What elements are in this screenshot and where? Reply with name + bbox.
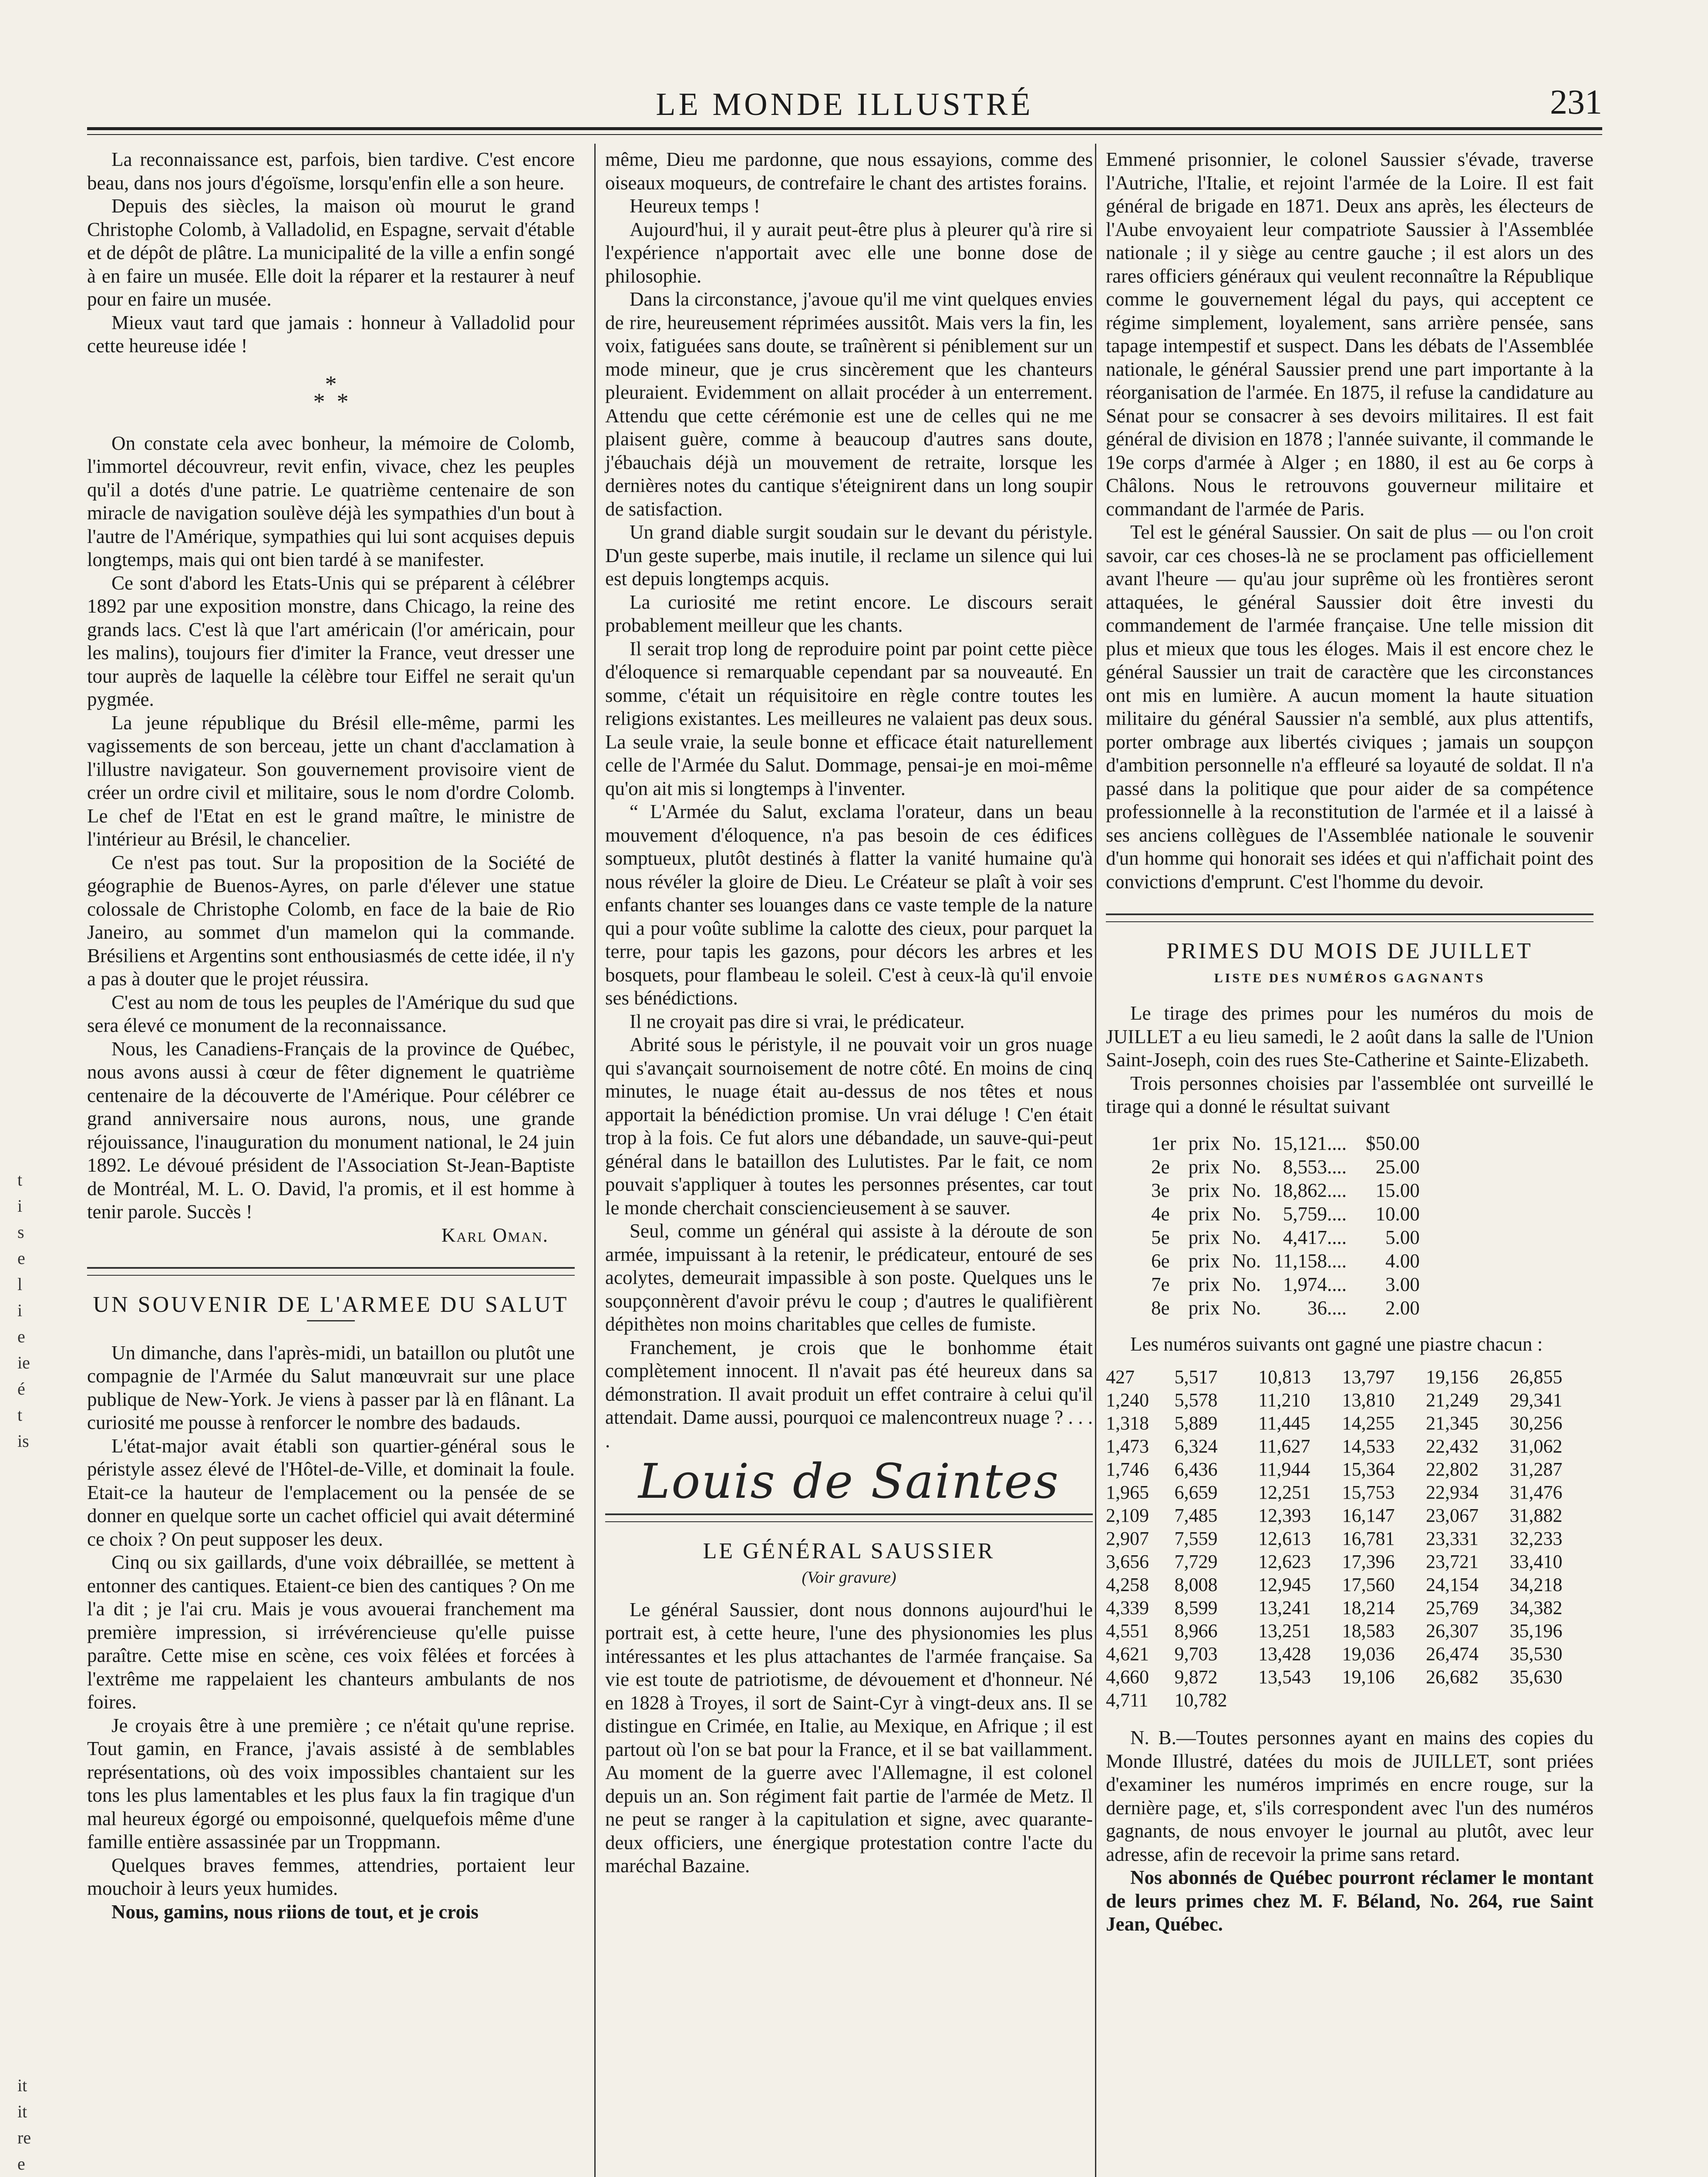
prize-cell: 10.00 [1375,1203,1420,1225]
prize-row [1145,1179,1426,1202]
margin-fragment: it [17,2076,27,2095]
winning-number: 5,517 [1174,1366,1218,1388]
paragraph: Il ne croyait pas dire si vrai, le prédicateur. [630,1010,965,1032]
prize-cell: 4.00 [1385,1250,1420,1272]
winning-number: 5,889 [1174,1412,1218,1434]
prize-cell: $50.00 [1365,1132,1420,1154]
winning-number: 12,613 [1258,1528,1311,1549]
section-title: LE GÉNÉRAL SAUSSIER [703,1538,995,1564]
prize-cell: No. [1232,1250,1261,1272]
winning-number: 1,473 [1106,1436,1149,1457]
winning-number: 26,474 [1426,1643,1479,1665]
winning-number: 14,533 [1342,1436,1395,1457]
winning-number: 21,249 [1426,1389,1479,1411]
paragraph: Seul, comme un général qui assiste à la déroute de son armée, impuissant à la retenir, le prédicateur, entouré de ses acolytes, demeurait impassible à son poste. Quelques uns le soupçonnèrent d'avoir prévu le coup ; d'autres le qualifièrent dépithètes non moins charitables que celles de fumiste. [605,1220,1093,1335]
winning-number [1510,1688,1594,1712]
prize-cell: 8,553.... [1283,1156,1347,1178]
winning-number: 4,258 [1106,1574,1149,1595]
paragraph: Nos abonnés de Québec pourront réclamer le montant de leurs primes chez M. F. Béland, No. 264, rue Saint Jean, Québec. [1106,1867,1593,1935]
paragraph: Emmené prisonnier, le colonel Saussier s'évade, traverse l'Autriche, l'Italie, et rejoint l'armée de la Loire. Il est fait général de brigade en 1871. Deux ans après, les électeurs de l'Aube envoyaient leur compatriote Saussier à l'Assemblée nationale ; il y siège au centre gauche ; il est alors un des rares officiers généraux qui veulent reconnaître la République comme le gouvernement légal du pays, qui acceptent ce régime simplement, loyalement, sans arrière pensée, sans tapage intempestif et suspect. Dans les débats de l'Assemblée nationale, le général Saussier prend une part importante à la réorganisation de l'armée. En 1875, il refuse la candidature au Sénat pour se consacrer à ses devoirs militaires. Il est fait général de division en 1878 ; l'année suivante, il commande le 19e corps d'armée à Alger ; en 1880, il est au 6e corps à Châlons. Nous le retrouvons gouverneur militaire et commandant de l'armée de Paris. [1106,148,1593,520]
section-rule [87,1267,575,1269]
paragraph: N. B.—Toutes personnes ayant en mains des copies du Monde Illustré, datées du mois de JUILLET, sont priées d'examiner les numéros imprimés en encre rouge, sur la dernière page, et, s'ils correspondent avec l'un des numéros gagnants, de nous envoyer le journal au plutôt, avec leur adresse, afin de recevoir la prime sans retard. [1106,1727,1593,1865]
winning-number: 4,660 [1106,1666,1149,1688]
winning-number: 16,781 [1342,1528,1395,1549]
paragraph: Un grand diable surgit soudain sur le devant du péristyle. D'un geste superbe, mais inutile, il reclame un silence qui lui est depuis longtemps acquis. [605,521,1093,590]
column-separator-2 [1095,144,1096,2177]
prize-row [1145,1226,1426,1249]
winners-row [1106,1527,1593,1550]
winning-number: 2,109 [1106,1505,1149,1526]
winners-row [1106,1458,1593,1481]
margin-fragment: re [17,2128,31,2147]
winning-number: 4,551 [1106,1620,1149,1641]
paragraph: Ce n'est pas tout. Sur la proposition de la Société de géographie de Buenos-Ayres, on parle d'élever une statue colossale de Christophe Colomb, en face de la baie de Rio Janeiro, au sommet d'un mamelon qui la commande. Brésiliens et Argentins sont enthousiasmés de cette idée, il n'y a pas à douter que le projet réussira. [87,851,575,990]
paragraph: Nous, gamins, nous riions de tout, et je crois [111,1901,478,1923]
column-2 [605,148,1093,1878]
winning-number [1342,1688,1426,1712]
paragraph: La jeune république du Brésil elle-même, parmi les vagissements de son berceau, jette un chant d'acclamation à l'illustre navigateur. Son gouvernement provisoire vient de créer un ordre civil et militaire, sous le nom d'ordre Colomb. Le chef de l'Etat en est le grand maître, le ministre de l'intérieur au Brésil, le chancelier. [87,711,575,850]
prize-row [1145,1202,1426,1226]
winning-numbers-table [1106,1365,1593,1712]
winning-number: 2,907 [1106,1528,1149,1549]
paragraph: Je croyais être à une première ; ce n'était qu'une reprise. Tout gamin, en France, j'avais assisté à de semblables représentations, où des voix impossibles chantaient sur les tons les plus lamentables et les plus faux la fin tragique d'un mal heureux égorgé ou empoisonné, quelquefois même d'une famille entière assassinée par un Troppmann. [87,1714,575,1853]
winning-number: 1,240 [1106,1389,1149,1411]
winning-number: 6,659 [1174,1482,1218,1503]
prize-cell: 6e [1151,1250,1170,1272]
prize-cell: 5e [1151,1226,1170,1248]
winners-row [1106,1619,1593,1642]
prize-cell: 1er [1151,1132,1176,1154]
winners-row [1106,1412,1593,1435]
winning-number: 22,432 [1426,1436,1479,1457]
winning-number [1258,1688,1342,1712]
winners-row [1106,1596,1593,1619]
paragraph: Nous, les Canadiens-Français de la province de Québec, nous avons aussi à cœur de fêter dignement le quatrième centenaire de la découverte de l'Amérique. Pour célébrer ce grand anniversaire nous aurons, nous, une grande réjouissance, l'inauguration du monument national, le 24 juin 1892. Le dévoué président de l'Association St-Jean-Baptiste de Montréal, M. L. O. David, l'a promis, et il est homme à tenir parole. Succès ! [87,1038,575,1223]
winning-number: 11,210 [1258,1389,1310,1411]
winning-number: 9,703 [1174,1643,1218,1665]
prize-cell: 3e [1151,1179,1170,1201]
paragraph: La curiosité me retint encore. Le discours serait probablement meilleur que les chants. [605,591,1093,636]
header-rule-thin [87,134,1602,135]
prize-cell: 25.00 [1375,1156,1420,1178]
prize-cell: No. [1232,1273,1261,1295]
paragraph: Les numéros suivants ont gagné une piastre chacun : [1130,1333,1543,1355]
winning-number: 8,008 [1174,1574,1218,1595]
prize-cell: 5,759.... [1283,1203,1347,1225]
paragraph: Mieux vaut tard que jamais : honneur à Valladolid pour cette heureuse idée ! [87,311,575,357]
section-subtitle: (Voir gravure) [802,1568,896,1587]
winning-number: 15,753 [1342,1482,1395,1503]
margin-fragment: e [17,1327,25,1346]
paragraph: même, Dieu me pardonne, que nous essayions, comme des oiseaux moqueurs, de contrefaire le chant des artistes forains. [605,148,1093,194]
winning-number: 6,436 [1174,1459,1218,1480]
winning-number: 1,746 [1106,1459,1149,1480]
author-signature: Karl Oman. [441,1224,549,1246]
margin-fragment: i [17,1301,23,1320]
winning-number: 26,855 [1509,1366,1563,1388]
prize-cell: No. [1232,1297,1261,1319]
winners-row [1106,1550,1593,1573]
column-3 [1106,148,1593,1936]
winning-number: 10,813 [1258,1366,1311,1388]
winners-row [1106,1642,1593,1665]
prize-cell: No. [1232,1203,1261,1225]
section-rule-thin [605,1521,1093,1522]
margin-fragment: t [17,1405,23,1425]
section-rule [605,1513,1093,1515]
winning-number: 427 [1106,1366,1135,1388]
winning-number: 25,769 [1426,1597,1479,1618]
winning-number: 31,476 [1509,1482,1563,1503]
prize-cell: 2.00 [1385,1297,1420,1319]
prize-cell: 36.... [1307,1297,1347,1319]
margin-fragment: s [17,1222,24,1242]
margin-fragment: i [17,1196,23,1216]
winning-number: 19,036 [1342,1643,1395,1665]
prize-cell: prix [1188,1297,1220,1319]
prize-row [1145,1249,1426,1273]
winning-number: 12,251 [1258,1482,1311,1503]
paragraph: Le général Saussier, dont nous donnons aujourd'hui le portrait est, à cette heure, l'une des physionomies les plus intéressantes et les plus attachantes de l'armée française. Sa vie est toute de patriotisme, de dévouement et d'honneur. Né en 1828 à Troyes, il sort de Saint-Cyr à vingt-deux ans. Il se distingue en Crimée, en Italie, au Mexique, en Afrique ; il est partout où l'on se bat pour la France, et il se bat vaillamment. Au moment de la guerre avec l'Allemagne, il est colonel depuis un an. Son régiment fait partie de l'armée de Metz. Il ne peut se ranger à la capitulation et signe, avec quarante-deux officiers, une énergique protestation contre l'acte du maréchal Bazaine. [605,1598,1093,1877]
winning-number: 13,797 [1342,1366,1395,1388]
winning-number: 3,656 [1106,1551,1149,1572]
winning-number: 1,318 [1106,1412,1149,1434]
winners-row [1106,1504,1593,1527]
winning-number: 7,729 [1174,1551,1218,1572]
winning-number: 7,559 [1174,1528,1218,1549]
winning-number: 21,345 [1426,1412,1479,1434]
section-title: UN SOUVENIR DE L'ARMEE DU SALUT [93,1292,569,1317]
prize-cell: No. [1232,1179,1261,1201]
prize-cell: No. [1232,1156,1261,1178]
winning-number: 31,882 [1509,1505,1563,1526]
winning-number: 29,341 [1509,1389,1563,1411]
winning-number: 11,627 [1258,1436,1310,1457]
winning-number: 6,324 [1174,1436,1218,1457]
prize-cell: 18,862.... [1273,1179,1347,1201]
winning-number: 24,154 [1426,1574,1479,1595]
winners-row [1106,1665,1593,1688]
margin-fragments [17,1167,44,1454]
winning-number: 11,445 [1258,1412,1310,1434]
winning-number: 14,255 [1342,1412,1395,1434]
winning-number: 4,621 [1106,1643,1149,1665]
winning-number: 13,251 [1258,1620,1311,1641]
winning-number: 10,782 [1174,1689,1227,1711]
winning-number: 13,810 [1342,1389,1395,1411]
paragraph: Quelques braves femmes, attendries, portaient leur mouchoir à leurs yeux humides. [87,1854,575,1899]
winning-number: 22,934 [1426,1482,1479,1503]
paragraph: Cinq ou six gaillards, d'une voix débraillée, se mettent à entonner des cantiques. Etaient-ce bien des cantiques ? On me l'a dit ; je l'ai cru. Mais je vous avouerai franchement ma première impression, si irrévérencieuse qu'elle puisse paraître. Cette mise en scène, ces voix fêlées et forcées à l'extrême me rappelaient les chanteurs ambulants de nos foires. [87,1551,575,1713]
winning-number: 19,106 [1342,1666,1395,1688]
winning-number: 1,965 [1106,1482,1149,1503]
winning-number: 8,966 [1174,1620,1218,1641]
prize-cell: prix [1188,1226,1220,1248]
winning-number: 7,485 [1174,1505,1218,1526]
winning-number: 35,530 [1509,1643,1563,1665]
winning-number: 19,156 [1426,1366,1479,1388]
prize-cell: 5.00 [1385,1226,1420,1248]
publication-title: LE MONDE ILLUSTRÉ [656,87,1034,122]
section-rule [1106,913,1593,915]
prize-cell: prix [1188,1179,1220,1201]
winning-number: 18,214 [1342,1597,1395,1618]
winning-number: 31,287 [1509,1459,1563,1480]
prize-cell: 2e [1151,1156,1170,1178]
prize-cell: 1,974.... [1283,1273,1347,1295]
winning-number: 12,393 [1258,1505,1311,1526]
paragraph: Un dimanche, dans l'après-midi, un bataillon ou plutôt une compagnie de l'Armée du Salut manœuvrait sur une place publique de New-York. Je viens à passer par là en flânant. La curiosité me pousse à renforcer le nombre des badauds. [87,1341,575,1433]
winning-number: 12,623 [1258,1551,1311,1572]
page-number: 231 [1550,83,1602,121]
section-title: PRIMES DU MOIS DE JUILLET [1166,939,1533,964]
winning-number: 16,147 [1342,1505,1395,1526]
winners-row [1106,1573,1593,1596]
header-rule-thick [87,127,1602,130]
margin-fragment: l [17,1274,23,1294]
prize-cell: No. [1232,1226,1261,1248]
paragraph: “ L'Armée du Salut, exclama l'orateur, dans un beau mouvement d'éloquence, n'a pas besoin de ces édifices somptueux, plutôt destinés à flatter la vanité humaine qu'à nous révéler la gloire de Dieu. Le Créateur se plaît à voir ses enfants chanter ses louanges dans ce vaste temple de la nature qui a pour voûte sublime la calotte des cieux, pour parquet la terre, pour tapis les gazons, pour décors les arbres et les bosquets, pour flambeau le soleil. C'est à ceux-là qu'il envoie ses bénédictions. [605,801,1093,1009]
margin-fragment: t [17,1170,23,1190]
winning-number: 11,944 [1258,1459,1310,1480]
paragraph: Abrité sous le péristyle, il ne pouvait voir un gros nuage qui s'avançait sournoisement de notre côté. En moins de cinq minutes, le nuage était au-dessus de nos têtes et nous apportait la bénédiction promise. Un vrai déluge ! C'en était trop à la fois. Ce fut alors une débandade, un sauve-qui-peut général dans le bataillon des Lulutistes. Par le fait, ce nom pouvait s'appliquer à toutes les personnes présentes, car tout le monde cherchait consciencieusement à se sauver. [605,1034,1093,1219]
prize-cell: prix [1188,1273,1220,1295]
winners-row [1106,1388,1593,1412]
paragraph: Trois personnes choisies par l'assemblée ont surveillé le tirage qui a donné le résultat suivant [1106,1072,1593,1117]
handwritten-signature: Louis de Saintes [638,1453,1060,1509]
prize-cell: prix [1188,1250,1220,1272]
winning-number: 23,331 [1426,1528,1479,1549]
section-rule-thin [87,1275,575,1276]
paragraph: Aujourd'hui, il y aurait peut-être plus à pleurer qu'à rire si l'expérience n'apportait avec elle une bonne dose de philosophie. [605,218,1093,287]
prize-cell: 4e [1151,1203,1170,1225]
winning-number: 26,307 [1426,1620,1479,1641]
paragraph: Il serait trop long de reproduire point par point cette pièce d'éloquence si remarquable cependant par sa nouveauté. En somme, c'était un réquisitoire en règle contre toutes les religions existantes. Les meilleures ne valaient pas deux sous. La seule vraie, la seule bonne et efficace était naturellement celle de l'Armée du Salut. Dommage, pensai-je en moi-même qu'on ait mis si longtemps à l'inventer. [605,637,1093,799]
winning-number: 33,410 [1509,1551,1563,1572]
prize-cell: No. [1232,1132,1261,1154]
winning-number: 18,583 [1342,1620,1395,1641]
winning-number: 17,560 [1342,1574,1395,1595]
winning-number: 34,218 [1509,1574,1563,1595]
winning-number: 12,945 [1258,1574,1311,1595]
section-rule-thin [1106,921,1593,922]
section-subtitle: LISTE DES NUMÉROS GAGNANTS [1214,971,1486,985]
prize-row [1145,1273,1426,1296]
winning-number: 35,630 [1509,1666,1563,1688]
margin-fragments-lower [17,2073,44,2177]
page-header [87,78,1602,126]
prize-row [1145,1155,1426,1179]
margin-fragment: e [17,1248,25,1268]
margin-fragment: ie [17,1353,30,1372]
winning-number: 15,364 [1342,1459,1395,1480]
paragraph: Dans la circonstance, j'avoue qu'il me vint quelques envies de rire, heureusement réprimées aussitôt. Mais vers la fin, les voix, fatiguées sans doute, se traînèrent si péniblement sur un mode mineur, que je crus sincèrement que les chanteurs pleuraient. Evidemment on allait procéder à un enterrement. Attendu que cette cérémonie est une de celles qui ne me plaisent guère, comme à beaucoup d'autres sans doute, j'ébauchais déjà un mouvement de retraite, lorsque les dernières notes du cantique s'éteignirent dans un long soupir de satisfaction. [605,288,1093,520]
paragraph: Ce sont d'abord les Etats-Unis qui se préparent à célébrer 1892 par une exposition monstre, dans Chicago, la reine des grands lacs. C'est là que l'art américain (l'or américain, pour les malins), toujours fier d'imiter la France, veut dresser une tour auprès de laquelle la célèbre tour Eiffel ne serait qu'un pygmée. [87,572,575,710]
winning-number: 13,543 [1258,1666,1311,1688]
paragraph: Franchement, je crois que le bonhomme était complètement innocent. Il n'avait pas été heureux dans sa démonstration. Il avait produit un effet contraire à celui qu'il attendait. Dame aussi, pourquoi ce malencontreux nuage ? . . . . [605,1336,1093,1452]
paragraph: C'est au nom de tous les peuples de l'Amérique du sud que sera élevé ce monument de la reconnaissance. [87,991,575,1036]
margin-fragment: é [17,1379,25,1399]
paragraph: L'état-major avait établi son quartier-général sous le péristyle assez élevé de l'Hôtel-de-Ville, et dominait la foule. Etait-ce la hauteur de l'emplacement ou la pensée de se donner en quelque sorte un cachet officiel qui avait déterminé ce choix ? On peut supposer les deux. [87,1435,575,1550]
winners-row [1106,1688,1593,1712]
margin-fragment: is [17,1431,29,1451]
winning-number: 32,233 [1509,1528,1563,1549]
paragraph: Depuis des siècles, la maison où mourut le grand Christophe Colomb, à Valladolid, en Espagne, servait d'étable et de dépôt de plâtre. La municipalité de la ville a enfin songé à en faire un musée. Elle doit la réparer et la restaurer à neuf pour en faire un musée. [87,195,575,310]
winning-number: 17,396 [1342,1551,1395,1572]
winners-row [1106,1365,1593,1388]
paragraph: Le tirage des primes pour les numéros du mois de JUILLET a eu lieu samedi, le 2 août dans la salle de l'Union Saint-Joseph, coin des rues Ste-Catherine et Sainte-Elizabeth. [1106,1002,1593,1071]
prize-cell: prix [1188,1156,1220,1178]
winning-number: 35,196 [1509,1620,1563,1641]
margin-fragment: e [17,2154,25,2174]
prize-cell: 7e [1151,1273,1170,1295]
winning-number: 23,067 [1426,1505,1479,1526]
winning-number: 34,382 [1509,1597,1563,1618]
prize-cell: prix [1188,1132,1220,1154]
winning-number: 9,872 [1174,1666,1218,1688]
prize-cell: 15,121.... [1273,1132,1347,1154]
column-1 [87,148,575,1924]
winning-number: 30,256 [1509,1412,1563,1434]
winning-number: 13,428 [1258,1643,1311,1665]
winning-number: 4,711 [1106,1689,1149,1711]
winning-number: 13,241 [1258,1597,1311,1618]
winning-number: 8,599 [1174,1597,1218,1618]
winners-row [1106,1481,1593,1504]
margin-fragment: it [17,2102,27,2121]
prize-cell: 4,417.... [1283,1226,1347,1248]
title-underline [307,1320,355,1321]
prize-cell: 8e [1151,1297,1170,1319]
prize-table [1145,1132,1426,1320]
winners-row [1106,1435,1593,1458]
winning-number: 4,339 [1106,1597,1149,1618]
prize-row [1145,1296,1426,1320]
winning-number: 26,682 [1426,1666,1479,1688]
winning-number: 31,062 [1509,1436,1563,1457]
winning-number: 22,802 [1426,1459,1479,1480]
paragraph: La reconnaissance est, parfois, bien tardive. C'est encore beau, dans nos jours d'égoïsme, lorsqu'enfin elle a son heure. [87,148,575,194]
winning-number: 5,578 [1174,1389,1218,1411]
prize-cell: 15.00 [1375,1179,1420,1201]
winning-number: 23,721 [1426,1551,1479,1572]
paragraph: Heureux temps ! [630,195,760,217]
paragraph: On constate cela avec bonheur, la mémoire de Colomb, l'immortel découvreur, revit enfin, vivace, chez les peuples qu'il a dotés d'une patrie. Le quatrième centenaire de son miracle de navigation soulève déjà les sympathies d'un bout à l'autre de l'Amérique, sympathies qui lui sont acquises depuis longtemps, mais qui ont bien tardé à se manifester. [87,432,575,570]
prize-cell: 3.00 [1385,1273,1420,1295]
prize-cell: 11,158.... [1273,1250,1347,1272]
prize-cell: prix [1188,1203,1220,1225]
paragraph: Tel est le général Saussier. On sait de plus — ou l'on croit savoir, car ces choses-là ne se proclament pas officiellement avant l'heure — qu'au jour suprême où les frontières seront attaquées, le général Saussier doit être investi du commandement de l'armée française. Une telle mission dit plus et mieux que tous les éloges. Mais il est encore chez le général Saussier un trait de caractère que les circonstances ont mis en lumière. A aucun moment la haute situation militaire du général Saussier n'a semblé, aux plus attentifs, porter ombrage aux libertés civiques ; jamais un soupçon d'ambition personnelle n'a effleuré sa loyauté de soldat. Il n'a passé dans la politique que pour aider de sa compétence professionnelle à la reconstitution de l'armée et il a laissé à ses anciens collègues de l'Assemblée nationale le souvenir d'un homme qui honorait ses idées et qui n'affichait point des convictions d'emprunt. C'est l'homme du devoir. [1106,521,1593,893]
winning-number [1426,1688,1510,1712]
prize-row [1145,1132,1426,1155]
asterism: * * * [313,371,349,415]
column-separator-1 [594,144,596,2177]
